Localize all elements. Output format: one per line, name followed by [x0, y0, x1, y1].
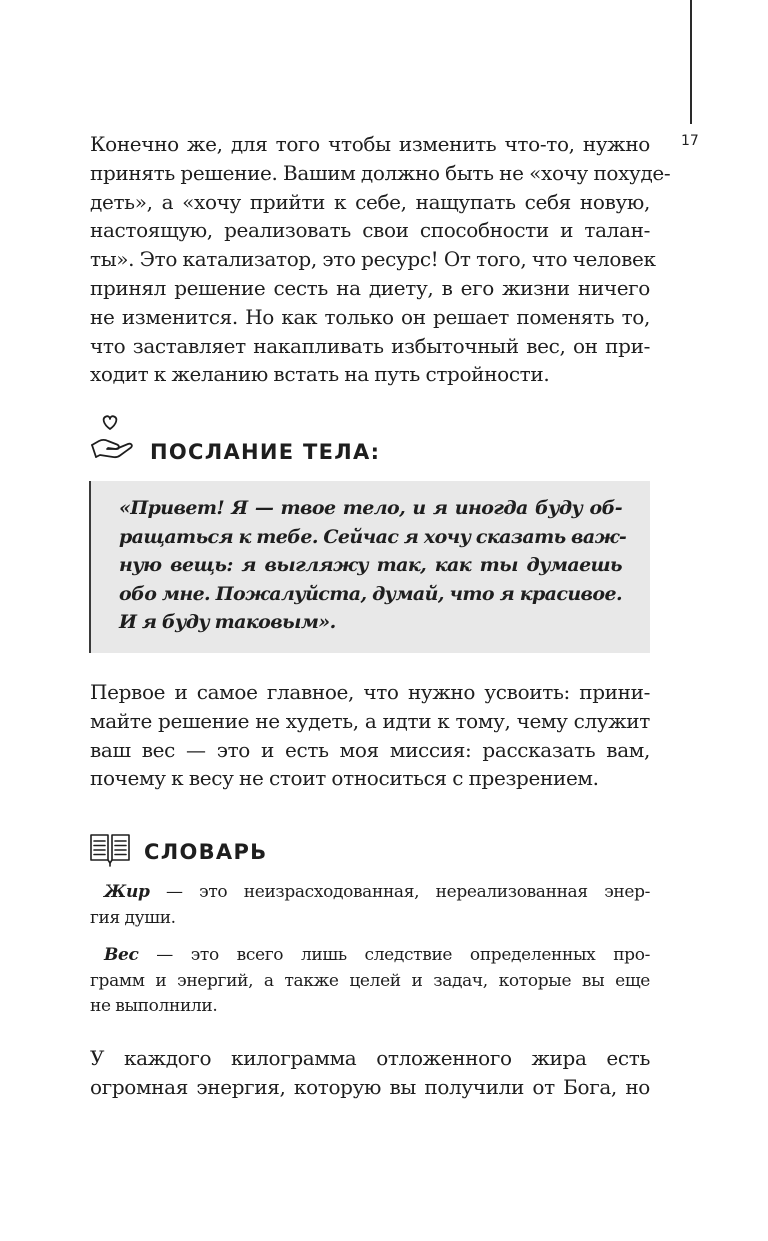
quote-line: ращаться к тебе. Сейчас я хочу сказать важ-: [119, 525, 627, 548]
dictionary-definition: — это всего лишь следствие определенных про-: [138, 945, 650, 965]
body-message-quote-box: [89, 481, 650, 653]
section-heading: ПОСЛАНИЕ ТЕЛА:: [150, 440, 381, 464]
open-book-icon: [90, 833, 130, 871]
dictionary-definition: — это неизрасходованная, нереализованная энер-: [149, 882, 650, 902]
page-number: 17: [681, 133, 699, 149]
quote-line: «Привет! Я — твое тело, и я иногда буду об-: [119, 497, 622, 519]
section-heading: СЛОВАРЬ: [144, 840, 268, 864]
text-line: гия души.: [90, 907, 176, 928]
dictionary-entry: [90, 880, 650, 931]
quote-line: обо мне. Пожалуйста, думай, что я красивое.: [119, 582, 622, 605]
text-line: Первое и самое главное, что нужно усвоить: прини-: [90, 680, 650, 704]
text-line: почему к весу не стоит относиться с презрением.: [90, 766, 599, 791]
quote-line: ную вещь: я выгляжу так, как ты думаешь: [119, 554, 622, 577]
dictionary-term: Жир: [104, 882, 150, 902]
text-line: не выполнили.: [90, 996, 218, 1016]
text-line: принять решение. Вашим должно быть не «хочу похуде-: [90, 160, 671, 185]
paragraph-decision: [90, 130, 671, 389]
text-line: огромная энергия, которую вы получили от Бога, но: [90, 1074, 650, 1099]
text-line: ваш вес — это и есть моя миссия: рассказать вам,: [90, 737, 650, 762]
paragraph-main-point: [90, 678, 650, 793]
heart-in-hand-icon: [90, 412, 136, 466]
dictionary-heading: [90, 833, 267, 871]
body-message-heading: [90, 412, 380, 466]
text-line: ты». Это катализатор, это ресурс! От того, что человек: [90, 247, 656, 272]
dictionary-term: Вес: [104, 945, 139, 965]
text-line: У каждого килограмма отложенного жира есть: [90, 1046, 650, 1070]
page-margin-rule: [690, 0, 692, 124]
text-line: Конечно же, для того чтобы изменить что-то, нужно: [90, 132, 650, 156]
dictionary-entry: [90, 943, 650, 1020]
text-line: что заставляет накапливать избыточный вес, он при-: [90, 333, 650, 358]
quote-line: И я буду таковым».: [119, 611, 336, 634]
text-line: настоящую, реализовать свои способности и талан-: [90, 218, 650, 243]
text-line: грамм и энергий, а также целей и задач, которые вы еще: [90, 970, 650, 991]
text-line: ходит к желанию встать на путь стройности.: [90, 362, 550, 387]
paragraph-fat-energy: [90, 1044, 650, 1102]
text-line: не изменится. Но как только он решает поменять то,: [90, 304, 650, 329]
text-line: принял решение сесть на диету, в его жизни ничего: [90, 275, 650, 300]
text-line: деть», а «хочу прийти к себе, нащупать себя новую,: [90, 189, 650, 214]
text-line: майте решение не худеть, а идти к тому, чему служит: [90, 708, 650, 733]
body-message-quote: [119, 494, 627, 637]
